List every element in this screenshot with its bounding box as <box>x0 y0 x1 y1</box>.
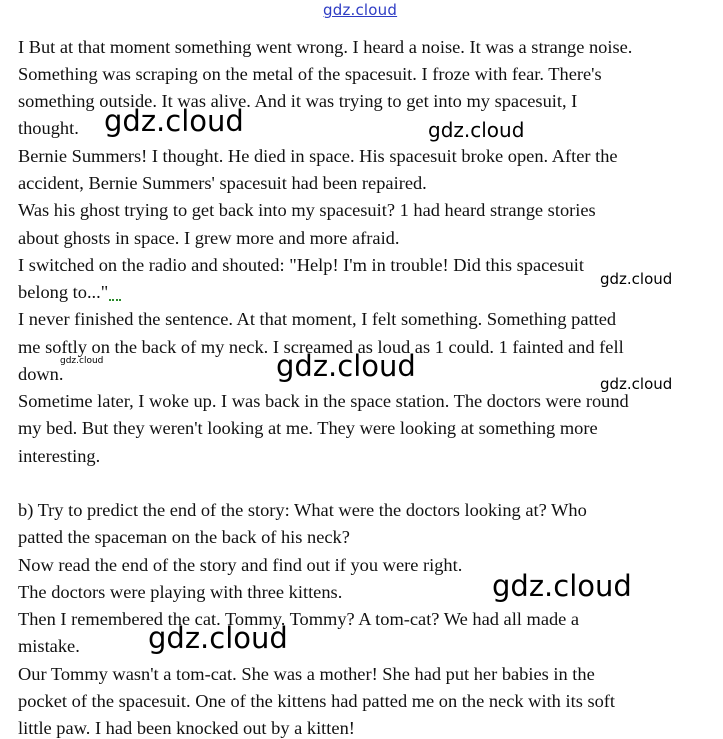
text-line: patted the spaceman on the back of his neck? <box>18 527 350 547</box>
text-line: accident, Bernie Summers' spacesuit had been repaired. <box>18 173 427 193</box>
text-line: Our Tommy wasn't a tom-cat. She was a mother! She had put her babies in the <box>18 664 595 684</box>
text-line: Something was scraping on the metal of the spacesuit. I froze with fear. There's <box>18 64 602 84</box>
text-line: thought. <box>18 118 79 138</box>
watermark: gdz.cloud <box>60 356 104 366</box>
text-line: little paw. I had been knocked out by a kitten! <box>18 718 355 738</box>
text-line: interesting. <box>18 446 101 466</box>
text-line: I never finished the sentence. At that moment, I felt something. Something patted <box>18 309 617 329</box>
text-line: mistake. <box>18 636 80 656</box>
watermark: gdz.cloud <box>492 569 632 603</box>
text-line: down. <box>18 364 64 384</box>
header-watermark-link[interactable]: gdz.cloud <box>323 1 398 19</box>
text-line: The doctors were playing with three kittens. <box>18 582 343 602</box>
text-line: Was his ghost trying to get back into my spacesuit? 1 had heard strange stories <box>18 200 596 220</box>
watermark: gdz.cloud <box>428 118 525 142</box>
text-line: something outside. It was alive. And it was trying to get into my spacesuit, I <box>18 91 578 111</box>
watermark: gdz.cloud <box>600 375 673 393</box>
text-line: Bernie Summers! I thought. He died in space. His spacesuit broke open. After the <box>18 146 618 166</box>
text-line: about ghosts in space. I grew more and more afraid. <box>18 228 400 248</box>
text-line: Then I remembered the cat. Tommy. Tommy? A tom-cat? We had all made a <box>18 609 580 629</box>
text-line: Now read the end of the story and find out if you were right. <box>18 555 463 575</box>
text-line: Sometime later, I woke up. I was back in the space station. The doctors were round <box>18 391 629 411</box>
text-line: belong to..." <box>18 282 109 302</box>
text-line: my bed. But they weren't looking at me. They were looking at something more <box>18 418 598 438</box>
watermark: gdz.cloud <box>276 349 416 383</box>
text-line: I But at that moment something went wrong. I heard a noise. It was a strange noise. <box>18 37 633 57</box>
text-line: pocket of the spacesuit. One of the kittens had patted me on the neck with its soft <box>18 691 616 711</box>
text-line: me softly on the back of my neck. I screamed as loud as 1 could. 1 fainted and fell <box>18 337 624 357</box>
text-line: b) Try to predict the end of the story: What were the doctors looking at? Who <box>18 500 587 520</box>
spellcheck-underline <box>109 296 121 301</box>
watermark: gdz.cloud <box>148 621 288 655</box>
watermark: gdz.cloud <box>104 104 244 138</box>
text-line: I switched on the radio and shouted: "Help! I'm in trouble! Did this spacesuit <box>18 255 584 275</box>
watermark: gdz.cloud <box>600 270 673 288</box>
